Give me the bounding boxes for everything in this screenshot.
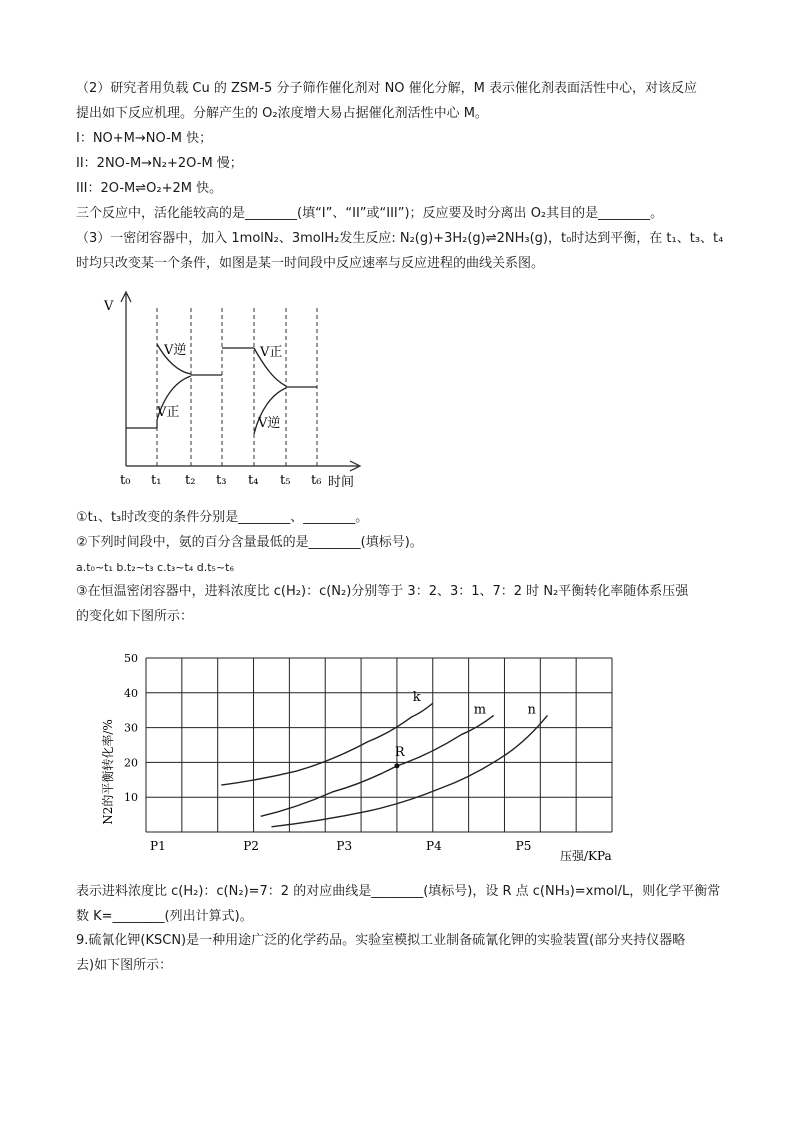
part2-intro-line1: （2）研究者用负载 Cu 的 ZSM-5 分子筛作催化剂对 NO 催化分解，M 表示催化剂表面活性中心，对该反应 xyxy=(76,81,698,96)
x-axis-title: 压强/KPa xyxy=(560,849,612,863)
label-v-forward-top: V正 xyxy=(260,345,283,360)
x-tick-label: P3 xyxy=(336,839,353,853)
curve-label-n: n xyxy=(527,702,536,718)
mechanism-step-1: I：NO+M→NO-M 快； xyxy=(76,131,213,146)
tick-t5: t₅ xyxy=(280,473,291,488)
question-1: ①t₁、t₃时改变的条件分别是________、________。 xyxy=(76,510,369,525)
chart-curves xyxy=(221,690,547,827)
curve-label-m: m xyxy=(473,702,487,718)
tick-t6: t₆ xyxy=(311,473,322,488)
part3-intro-line1: （3）一密闭容器中，加入 1molN₂、3molH₂发生反应: N₂(g)+3H₂(g)⇌2NH₃(g)，t₀时达到平衡，在 t₁、t₃、t₄ xyxy=(76,231,724,246)
curve-m xyxy=(261,715,494,816)
part3-intro-line2: 时均只改变某一个条件，如图是某一时间段中反应速率与反应进程的曲线关系图。 xyxy=(76,256,545,271)
mechanism-step-2: II：2NO-M→N₂+2O-M 慢； xyxy=(76,156,243,171)
y-tick-label: 20 xyxy=(124,756,138,770)
label-v-reverse-bottom: V逆 xyxy=(258,416,281,431)
label-v-forward-bottom: V正 xyxy=(157,405,180,420)
mechanism-step-3: III：2O-M⇌O₂+2M 快。 xyxy=(76,181,223,196)
question-9-line2: 去)如下图所示： xyxy=(76,958,173,973)
question-3-line2: 的变化如下图所示： xyxy=(76,609,194,624)
y-tick-label: 40 xyxy=(124,686,138,700)
x-tick-label: P1 xyxy=(150,839,166,853)
y-axis-label: V xyxy=(104,299,114,314)
part2-intro-line2: 提出如下反应机理。分解产生的 O₂浓度增大易占据催化剂活性中心 M。 xyxy=(76,106,488,121)
rate-time-figure xyxy=(96,286,376,496)
x-tick-label: P4 xyxy=(426,839,442,853)
tick-t0: t₀ xyxy=(120,473,131,488)
question-3-ask-line1: 表示进料浓度比 c(H₂)：c(N₂)=7：2 的对应曲线是________(填标号)，设 R 点 c(NH₃)=xmol/L，则化学平衡常 xyxy=(76,884,721,899)
conversion-pressure-chart xyxy=(96,648,656,868)
question-2: ②下列时间段中，氨的百分含量最低的是________(填标号)。 xyxy=(76,535,423,550)
y-tick-label: 50 xyxy=(124,652,138,665)
tick-t4: t₄ xyxy=(248,473,259,488)
chart-grid xyxy=(146,658,612,832)
x-tick-labels xyxy=(150,839,531,853)
tick-t3: t₃ xyxy=(216,473,227,488)
point-R xyxy=(394,763,399,768)
y-tick-labels xyxy=(124,652,138,804)
y-tick-label: 10 xyxy=(124,791,138,805)
curve-label-k: k xyxy=(412,690,421,706)
point-label-R: R xyxy=(394,744,405,760)
curve-n xyxy=(271,715,547,826)
y-tick-label: 30 xyxy=(124,721,138,735)
question-9-line1: 9.硫氰化钾(KSCN)是一种用途广泛的化学药品。实验室模拟工业制备硫氰化钾的实验装置(部分夹持仪器略 xyxy=(76,933,686,948)
tick-t2: t₂ xyxy=(185,473,196,488)
question-2-options: a.t₀~t₁ b.t₂~t₃ c.t₃~t₄ d.t₅~t₆ xyxy=(76,561,234,574)
question-3-line1: ③在恒温密闭容器中，进料浓度比 c(H₂)：c(N₂)分别等于 3：2、3：1、7：2 时 N₂平衡转化率随体系压强 xyxy=(76,584,689,599)
x-tick-label: P5 xyxy=(515,839,532,853)
label-v-reverse-top: V逆 xyxy=(164,343,187,358)
y-axis-title: N2的平衡转化率/% xyxy=(101,719,115,825)
x-axis-label: 时间 xyxy=(328,475,355,490)
question-activation-energy: 三个反应中，活化能较高的是________(填“I”、“II”或“III”)；反应要及时分离出 O₂其目的是________。 xyxy=(76,206,664,221)
x-tick-label: P2 xyxy=(243,839,259,853)
question-3-ask-line2: 数 K=________(列出计算式)。 xyxy=(76,909,253,924)
tick-t1: t₁ xyxy=(151,473,162,488)
